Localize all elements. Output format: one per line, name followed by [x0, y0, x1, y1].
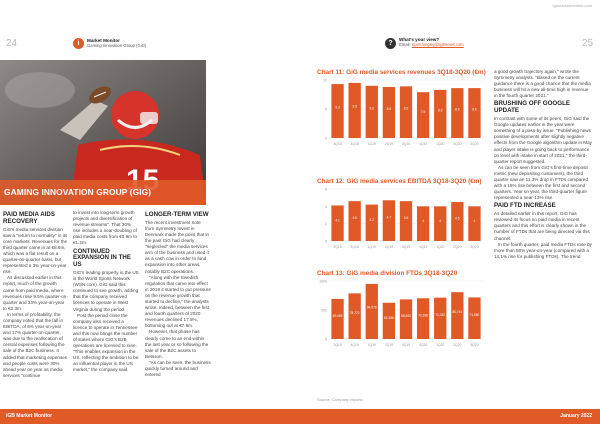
x-tick-label: 2Q20 [453, 245, 462, 249]
bar-value-label: 78,722 [349, 310, 360, 315]
bar [383, 303, 395, 339]
bar-value-label: 4.5 [455, 216, 460, 221]
bar [366, 86, 378, 138]
x-tick-label: 1Q20 [436, 343, 445, 347]
bar [331, 84, 343, 138]
paragraph: Post the period close the company also received a licence to operate in Tennessee and this now brings the number of states where GiG's B2B operations are licensed to nine. "This enables expansion in the US, reflecting the ambition to be an influential player in the US market," the company said. [73, 312, 139, 373]
bar-value-label: 70,186 [418, 313, 428, 318]
email-link[interactable]: scott.longley@igbnews.com [411, 42, 464, 47]
x-tick-label: 2Q20 [453, 142, 462, 146]
chart-12 [317, 178, 487, 256]
chart-source: Source: Company reports [317, 397, 363, 402]
chart-13-plot [317, 277, 487, 349]
bar [400, 201, 412, 241]
bar [451, 202, 463, 241]
x-tick-label: 3Q19 [401, 142, 411, 146]
paragraph: However, that phase has clearly come to an end within the last year or so following the sale of the B2C assets to Betsson. [145, 329, 209, 359]
bar-value-label: 7.9 [420, 109, 426, 114]
chat-bubble-icon: ? [385, 38, 396, 49]
x-tick-label: 2Q19 [384, 343, 394, 347]
chart-title: Chart 12: GiG media services EBITDA 3Q18-3Q20 (€m) [317, 178, 482, 185]
footer-bar [0, 409, 600, 424]
paragraph: In the fourth quarter, paid media FTDs rose by more than 58% year-on-year (compared with a 14.1% rise for publishing FTDs). The trend [494, 241, 592, 259]
chart-11 [317, 69, 487, 153]
paragraph: In contrast with some of its peers, GiG said the Google updates earlier in the year were something of a pass-by issue. "Publishing news positive developments after slightly negative effects from the Google algorithm update in May and player intake is going back to performance on level with intake in start of 2021," the third-quarter report suggested. [494, 116, 592, 164]
right-header-email: Email: scott.longley@igbnews.com [399, 42, 464, 47]
bar-value-label: 4.6 [352, 216, 357, 221]
x-tick-label: 1Q20 [436, 142, 445, 146]
x-tick-label: 4Q18 [350, 343, 359, 347]
bar [417, 298, 429, 339]
bar [349, 83, 361, 138]
x-tick-label: 1Q19 [367, 142, 376, 146]
bar-value-label: 8.3 [438, 108, 443, 113]
heading-longer-term: LONGER-TERM VIEW [145, 211, 209, 218]
footer-left: iGB Market Monitor [6, 413, 53, 419]
chart-title: Chart 13: GiG media division FTDs 3Q18-3Q20 [317, 270, 458, 277]
paragraph: "Along with the Swedish regulation that came into effect in 2019 it started to put pressure on the revenue growth that started to decline," the analysts wrote. Indeed, between the first and fourth quarters of 2020 revenues declined 17.5%, bottoming out at €7.5m. [145, 274, 211, 329]
y-tick-label: 0 [325, 136, 327, 141]
heading-us-expansion: CONTINUED EXPANSION IN THE US [73, 247, 131, 269]
bar [400, 86, 412, 138]
y-tick-label: 5 [325, 107, 327, 112]
x-tick-label: 1Q20 [436, 245, 445, 249]
bar [349, 201, 361, 241]
bar-value-label: 8.8 [386, 106, 392, 111]
igb-logo-icon: i [73, 38, 84, 49]
x-tick-label: 1Q19 [367, 245, 376, 249]
bar [468, 88, 480, 138]
bar [468, 206, 480, 241]
x-tick-label: 2Q20 [453, 343, 462, 347]
site-url[interactable]: igbmarketmonitor.com [552, 3, 592, 8]
bar [434, 206, 446, 241]
hero-banner [0, 180, 206, 205]
bar [366, 205, 378, 241]
bar-value-label: 4.2 [369, 217, 374, 222]
hero-photo [0, 60, 206, 205]
x-tick-label: 3Q18 [333, 343, 342, 347]
x-tick-label: 4Q18 [350, 142, 359, 146]
paragraph: "As can be seen, the business quickly turned around and entered [145, 359, 211, 378]
bar [451, 292, 463, 339]
x-tick-label: 3Q19 [401, 343, 411, 347]
y-tick-label: 0 [325, 239, 327, 244]
x-tick-label: 1Q19 [367, 343, 376, 347]
bar [331, 205, 343, 241]
bar-value-label: 69,089 [332, 313, 343, 318]
left-column-2 [73, 210, 139, 374]
left-header [87, 38, 146, 48]
paragraph: As can be seen from GiG's first-time deposit metric (new depositing customers), the third quarter saw an 11.3% drop in FTDs compared with a 15% rise between the first and second quarters. Year on year, the third-quarter figure represented a near-13% rise. [494, 164, 588, 201]
x-tick-label: 3Q20 [470, 343, 479, 347]
bar-value-label: 9.5 [352, 104, 357, 109]
right-header [399, 37, 464, 47]
y-tick-label: 0 [325, 337, 327, 342]
heading-paid-media: PAID MEDIA AIDS RECOVERY [3, 211, 56, 225]
chart-title: Chart 11: GiG media services revenues 3Q18-3Q20 (€m) [317, 69, 486, 76]
bar-value-label: 4 [473, 218, 476, 223]
bar-value-label: 94,978 [366, 305, 377, 310]
left-header-title: Market Monitor [87, 38, 120, 43]
bar [417, 206, 429, 241]
bar-value-label: 4 [439, 218, 442, 223]
bar-value-label: 68,300 [401, 314, 411, 319]
paragraph: to invest into long-term growth projects and diversification of revenue streams". That 30% rise includes a near-doubling of paid media costs from €0.9m to €1.2m. [73, 210, 138, 246]
bar [383, 200, 395, 241]
bar-value-label: 4.6 [403, 216, 409, 221]
heading-google-update: BRUSHING OFF GOOGLE UPDATE [494, 100, 570, 115]
x-tick-label: 4Q19 [418, 245, 428, 249]
right-column [494, 69, 592, 260]
bar [434, 90, 446, 138]
bar-value-label: 4.1 [335, 218, 340, 223]
paragraph: GiG's leading property in the US is the World Sports Network (WSN.com). GiG said this continued to see growth, adding that the company received licences to operate in West Virginia during the period. [73, 269, 139, 312]
hero-banner-title: GAMING INNOVATION GROUP (GIG) [4, 187, 152, 197]
bar-value-label: 9.3 [335, 105, 340, 110]
paragraph: As discussed earlier in this report, much of the growth came from paid media, where revenues rose 9.5% quarter-on-quarter and 33% year-on-year to €2.3m. [3, 275, 68, 311]
x-tick-label: 3Q20 [470, 142, 479, 146]
bar-value-label: 8.6 [455, 107, 460, 112]
x-tick-label: 4Q19 [418, 142, 428, 146]
chart-12-plot [317, 185, 487, 251]
bar-value-label: 8.6 [472, 107, 477, 112]
bar [434, 298, 446, 339]
bar [383, 87, 395, 138]
paragraph: In terms of profitability, the company noted that the fall in EBITDA, of 6% year-on-year and 17% quarter-on-quarter, was due to the reallocation of central expenses following the sale of the B2C business. It added that marketing expenses and people costs were 30% ahead year on year as media services "continue [3, 311, 68, 378]
bar-value-label: 62,456 [384, 316, 394, 321]
bar-value-label: 80,744 [452, 310, 463, 315]
x-tick-label: 4Q18 [350, 245, 359, 249]
x-tick-label: 3Q20 [470, 245, 479, 249]
heading-paid-ftd: PAID FTD INCREASE [494, 202, 556, 210]
y-tick-label: 50k [321, 308, 327, 313]
bar [349, 293, 361, 339]
y-tick-label: 10 [323, 78, 327, 83]
x-tick-label: 4Q19 [418, 343, 428, 347]
bar [417, 92, 429, 138]
chart-13 [317, 270, 487, 354]
footer-right: January 2022 [560, 413, 592, 419]
paragraph: GiG's media services division saw a "return to normality" in its core markets. Revenues for the third quarter came in at €8.6m, which was a flat result on a quarter-on-quarter basis, but represented a 3% year-on-year rise. [3, 226, 68, 275]
paragraph: The recent investment note from Symmetry Invest in Denmark made the point that in the past GiG had clearly "neglected" the media services arm of the business and used it as a cash cow in order to fund expansion into other areas, notably B2C operations. [145, 219, 210, 274]
paragraph: As detailed earlier in this report, GiG has reviewed its focus on paid media in recent quarters and this effort is clearly shown in the number of FTDs that are being directed via this channel. [494, 211, 590, 241]
left-page-number: 24 [6, 38, 18, 49]
paragraph: a good growth trajectory again," wrote the Symmetry analysts. "Based on the current guidance there is a good chance that the media business will hit a new all-time high in revenue in the fourth quarter 2021." [494, 69, 591, 99]
x-tick-label: 3Q19 [401, 245, 411, 249]
x-tick-label: 3Q18 [333, 245, 342, 249]
bar [468, 297, 480, 339]
bar-value-label: 4 [422, 218, 425, 223]
bar-value-label: 71,330 [435, 313, 446, 318]
bar [366, 284, 378, 339]
y-tick-label: 6 [325, 187, 327, 192]
right-header-title: What's your view? [399, 37, 440, 42]
left-column-3 [145, 210, 211, 378]
x-tick-label: 3Q18 [333, 142, 342, 146]
bar-value-label: 71,680 [469, 313, 480, 318]
bar [331, 299, 343, 339]
left-header-subtitle: Gaming Innovation Group (GiG) [87, 43, 147, 48]
left-column-1 [3, 210, 68, 379]
chart-11-plot [317, 76, 487, 148]
bar [451, 88, 463, 138]
y-tick-label: 100k [319, 279, 327, 284]
y-tick-label: 4 [325, 204, 327, 209]
x-tick-label: 2Q19 [384, 142, 394, 146]
bar-value-label: 8.9 [403, 106, 409, 111]
bar [400, 299, 412, 339]
x-tick-label: 2Q19 [384, 245, 394, 249]
bar-value-label: 9.0 [369, 106, 374, 111]
right-page-number: 25 [582, 38, 594, 49]
y-tick-label: 2 [325, 222, 327, 227]
bar-value-label: 4.7 [386, 215, 392, 220]
